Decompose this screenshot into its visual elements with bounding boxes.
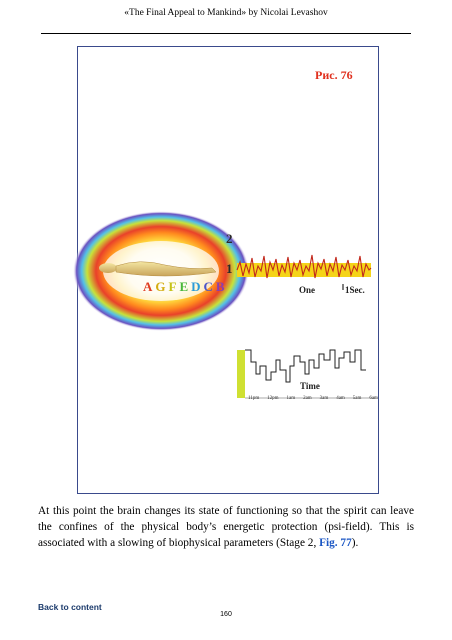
layer-letter: E	[179, 279, 190, 294]
time-tick: 3am	[319, 396, 329, 401]
paragraph-text-end: ).	[351, 537, 359, 549]
aura-layer-letters	[143, 279, 228, 295]
document-header: «The Final Appeal to Mankind» by Nicolai Levashov	[124, 8, 328, 18]
eeg-scale-label: 1Sec.	[345, 285, 365, 295]
paragraph-text: At this point the brain changes its state of functioning so that the spirit can leave the confines of the physical body’s energetic protection (psi-field). This is associated with a slowing of biophysical parameters (Stage 2,	[38, 505, 414, 549]
body-paragraph	[38, 503, 414, 551]
time-chart-bar	[237, 350, 245, 398]
layer-letter: B	[215, 279, 226, 294]
time-tick: 1am	[286, 396, 296, 401]
figure-label: Рис. 76	[315, 68, 353, 82]
layer-letter: A	[143, 279, 154, 294]
figure-link[interactable]: Fig. 77	[319, 537, 352, 549]
layer-letter: G	[155, 279, 167, 294]
time-tick: 2am	[303, 396, 312, 401]
time-tick: 11pm	[248, 396, 260, 401]
time-tick: 4am	[336, 396, 345, 401]
eeg-label: One	[299, 285, 316, 295]
time-tick: 6am	[369, 396, 378, 401]
layer-letter: F	[168, 279, 178, 294]
level-label-top: 2	[226, 231, 233, 246]
layer-letter: D	[191, 279, 202, 294]
time-trace	[245, 350, 366, 382]
time-tick-labels	[248, 396, 378, 401]
page-number: 160	[220, 611, 232, 618]
level-label-bottom: 1	[226, 261, 233, 276]
time-chart-label: Time	[300, 381, 320, 391]
layer-letter: C	[203, 279, 214, 294]
back-to-content-link[interactable]: Back to content	[38, 602, 102, 612]
time-tick: 12pm	[267, 396, 279, 401]
time-tick: 5am	[352, 396, 362, 401]
